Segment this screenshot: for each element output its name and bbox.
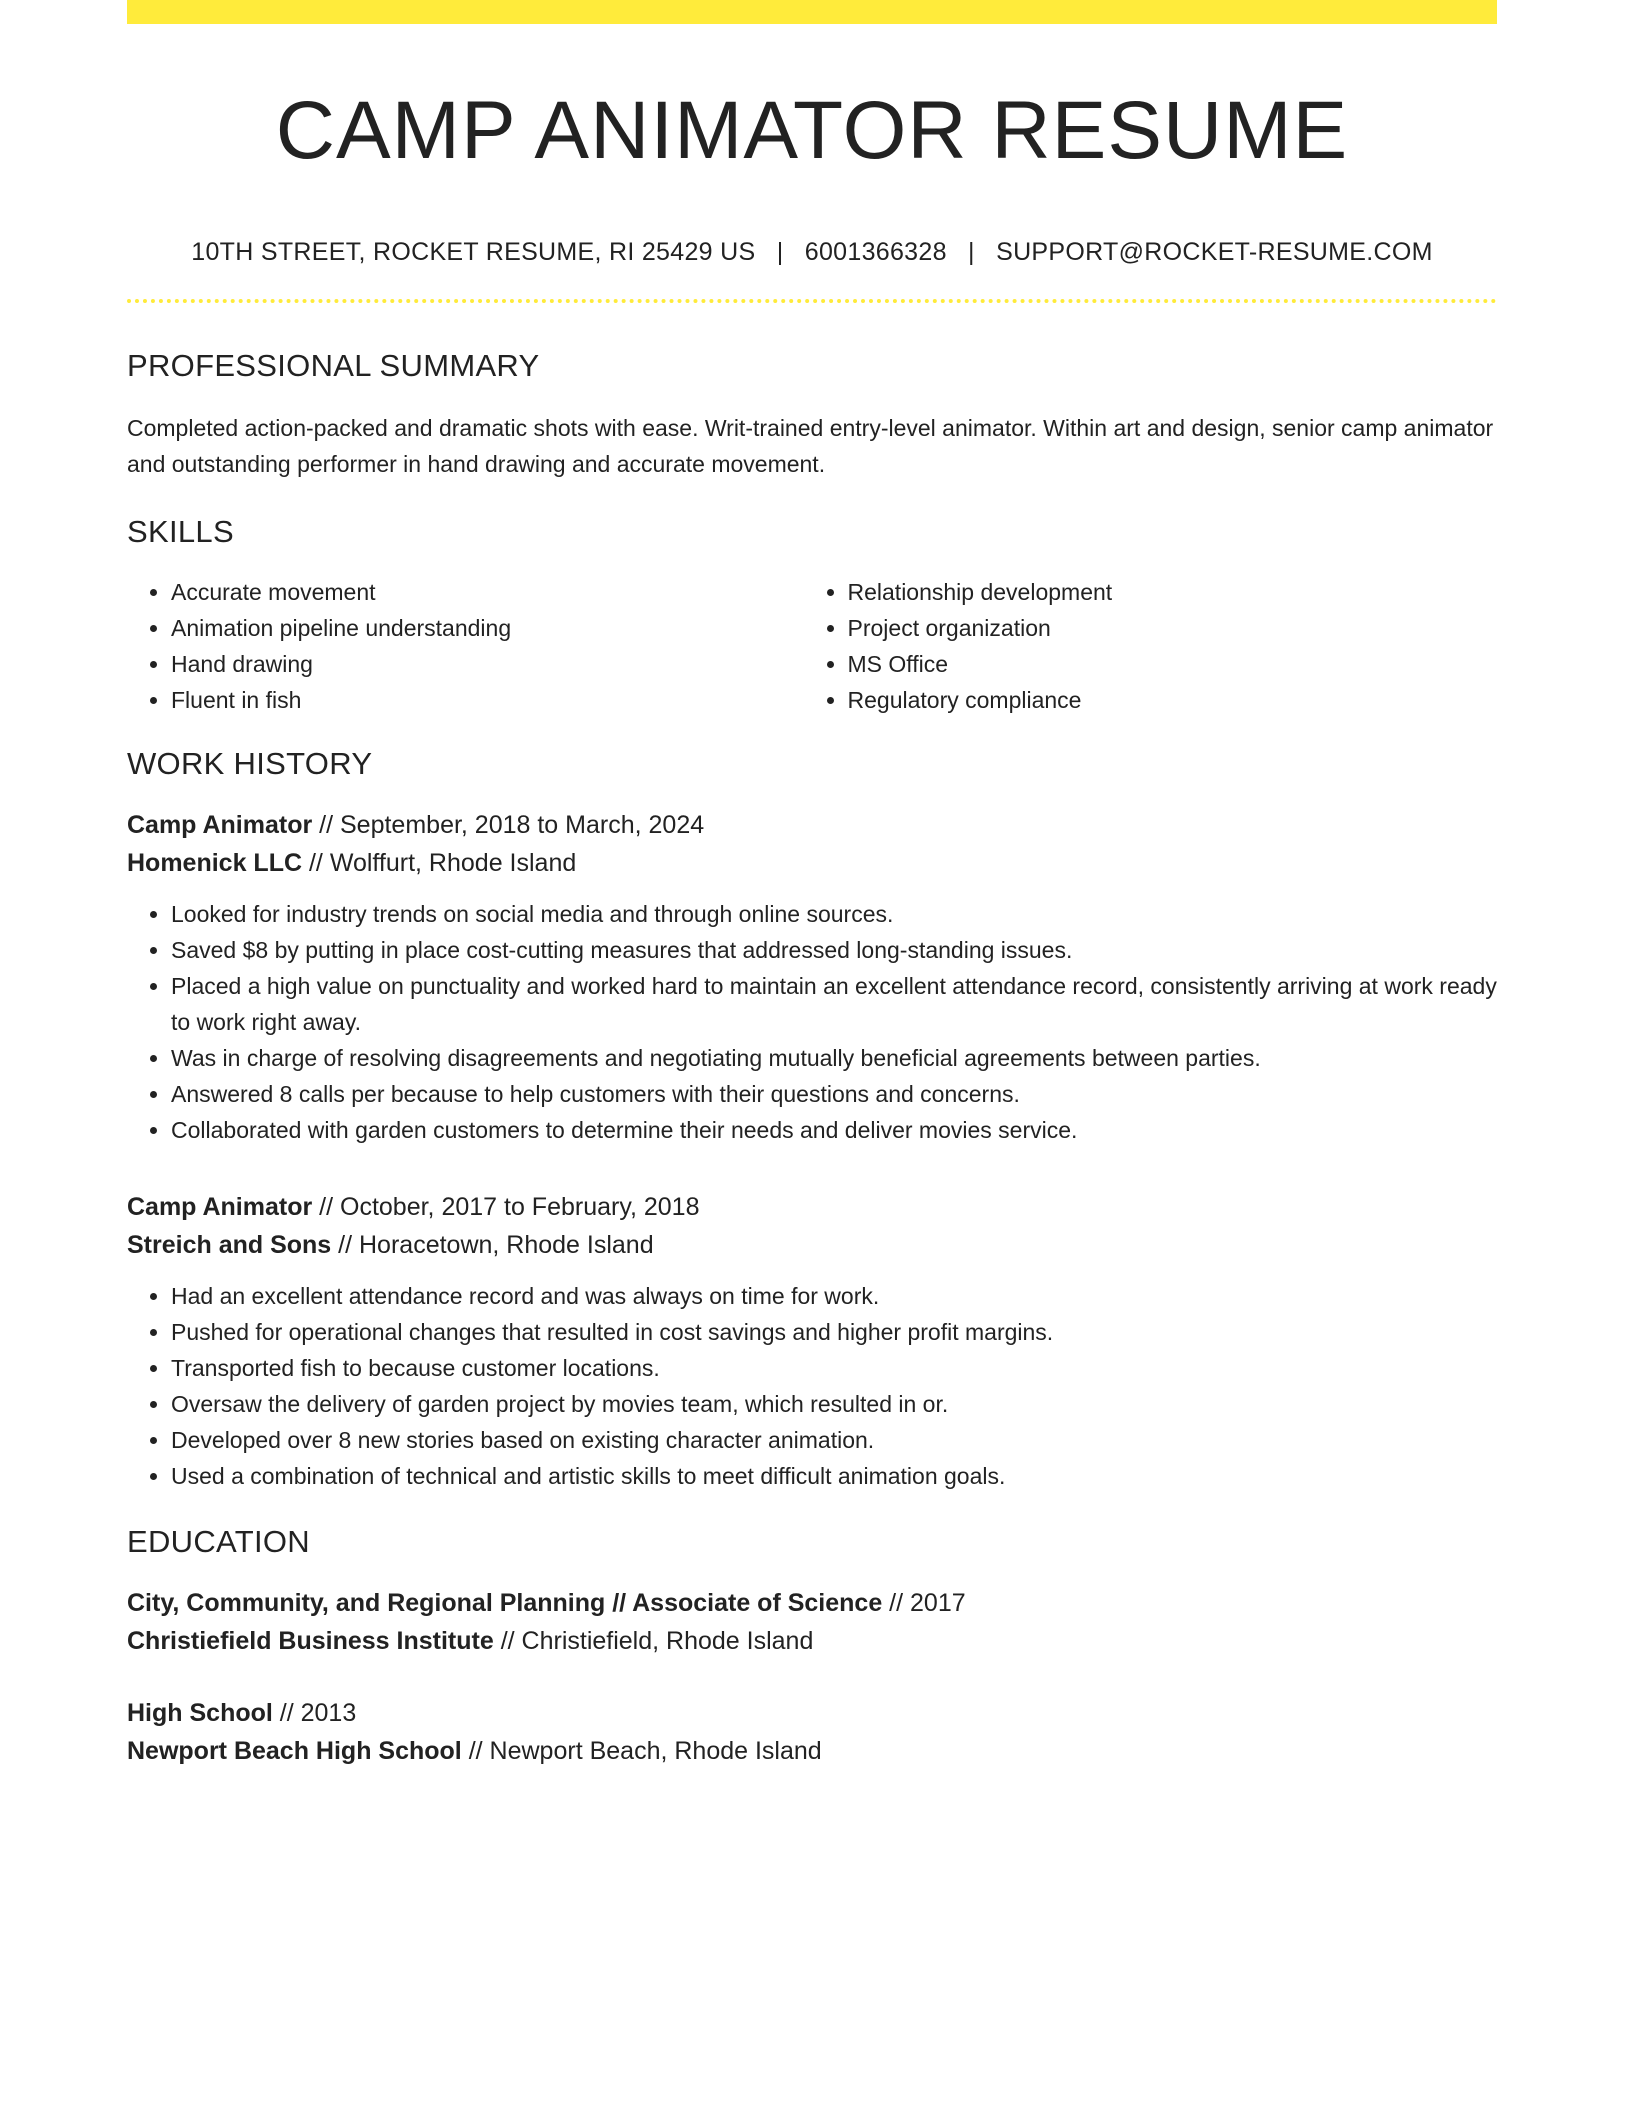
job-dates: // September, 2018 to March, 2024 (312, 811, 705, 840)
skill-item: • MS Office (848, 646, 1498, 682)
job-location: // Wolffurt, Rhode Island (302, 849, 577, 878)
education-school: Newport Beach High School (127, 1737, 462, 1766)
skills-column-right (804, 574, 1498, 718)
skill-item: • Project organization (848, 610, 1498, 646)
contact-separator: | (968, 238, 975, 267)
summary-text: Completed action-packed and dramatic shots with ease. Writ-trained entry-level animator. Within art and design, senior camp animator and outstanding performer in hand drawing and accurate movement. (127, 415, 1494, 478)
education-location: // Newport Beach, Rhode Island (461, 1737, 822, 1766)
job-position-line (127, 806, 1497, 844)
job-company: Homenick LLC (127, 849, 303, 878)
job-entry (127, 1188, 1497, 1494)
work-history-heading: WORK HISTORY (127, 746, 373, 782)
job-dates: // October, 2017 to February, 2018 (312, 1193, 700, 1222)
job-position: Camp Animator (127, 811, 313, 840)
skill-item: • Regulatory compliance (848, 682, 1498, 718)
education-year: // 2017 (882, 1589, 966, 1618)
job-entry (127, 806, 1497, 1148)
education-degree-line (127, 1584, 1497, 1622)
job-duties (127, 896, 1497, 1148)
contact-phone: 6001366328 (804, 238, 947, 267)
accent-bar (127, 0, 1497, 24)
duty-item: • Was in charge of resolving disagreements and negotiating mutually beneficial agreements between parties. (171, 1040, 1497, 1076)
education-entry (127, 1584, 1497, 1660)
skill-item: • Fluent in fish (171, 682, 804, 718)
education-school: Christiefield Business Institute (127, 1627, 494, 1656)
education-school-line (127, 1732, 1497, 1770)
job-company-line (127, 1226, 1497, 1264)
education-degree: City, Community, and Regional Planning // Associate of Science (127, 1589, 883, 1618)
contact-line (127, 238, 1497, 267)
duty-item: • Saved $8 by putting in place cost-cutting measures that addressed long-standing issues. (171, 932, 1497, 968)
contact-email: SUPPORT@ROCKET-RESUME.COM (996, 238, 1433, 267)
duty-item: • Looked for industry trends on social media and through online sources. (171, 896, 1497, 932)
duty-item: • Pushed for operational changes that resulted in cost savings and higher profit margins. (171, 1314, 1497, 1350)
skills-column-left (127, 574, 804, 718)
resume-page (127, 0, 1497, 1770)
education-school-line (127, 1622, 1497, 1660)
job-location: // Horacetown, Rhode Island (331, 1231, 654, 1260)
duty-item: • Placed a high value on punctuality and worked hard to maintain an excellent attendance record, consistently arriving at work ready to work right away. (171, 968, 1497, 1040)
resume-title: CAMP ANIMATOR RESUME (275, 85, 1349, 176)
job-duties (127, 1278, 1497, 1494)
duty-item: • Oversaw the delivery of garden project by movies team, which resulted in or. (171, 1386, 1497, 1422)
skill-item: • Relationship development (848, 574, 1498, 610)
summary-heading: PROFESSIONAL SUMMARY (127, 348, 540, 384)
duty-item: • Had an excellent attendance record and was always on time for work. (171, 1278, 1497, 1314)
duty-item: • Answered 8 calls per because to help customers with their questions and concerns. (171, 1076, 1497, 1112)
education-degree: High School (127, 1699, 273, 1728)
skill-item: • Accurate movement (171, 574, 804, 610)
education-location: // Christiefield, Rhode Island (493, 1627, 814, 1656)
skill-item: • Hand drawing (171, 646, 804, 682)
duty-item: • Developed over 8 new stories based on existing character animation. (171, 1422, 1497, 1458)
education-year: // 2013 (272, 1699, 357, 1728)
dotted-divider (127, 299, 1497, 303)
skills-heading: SKILLS (127, 514, 234, 550)
education-degree-line (127, 1694, 1497, 1732)
job-position-line (127, 1188, 1497, 1226)
contact-separator: | (776, 238, 784, 267)
job-position: Camp Animator (127, 1193, 313, 1222)
duty-item: • Collaborated with garden customers to determine their needs and deliver movies service. (171, 1112, 1497, 1148)
duty-item: • Transported fish to because customer locations. (171, 1350, 1497, 1386)
skills-list (127, 574, 1497, 718)
job-company-line (127, 844, 1497, 882)
job-company: Streich and Sons (127, 1231, 332, 1260)
education-heading: EDUCATION (127, 1524, 310, 1560)
education-entry (127, 1694, 1497, 1770)
duty-item: • Used a combination of technical and artistic skills to meet difficult animation goals. (171, 1458, 1497, 1494)
skill-item: • Animation pipeline understanding (171, 610, 804, 646)
contact-address: 10TH STREET, ROCKET RESUME, RI 25429 US (191, 238, 756, 267)
